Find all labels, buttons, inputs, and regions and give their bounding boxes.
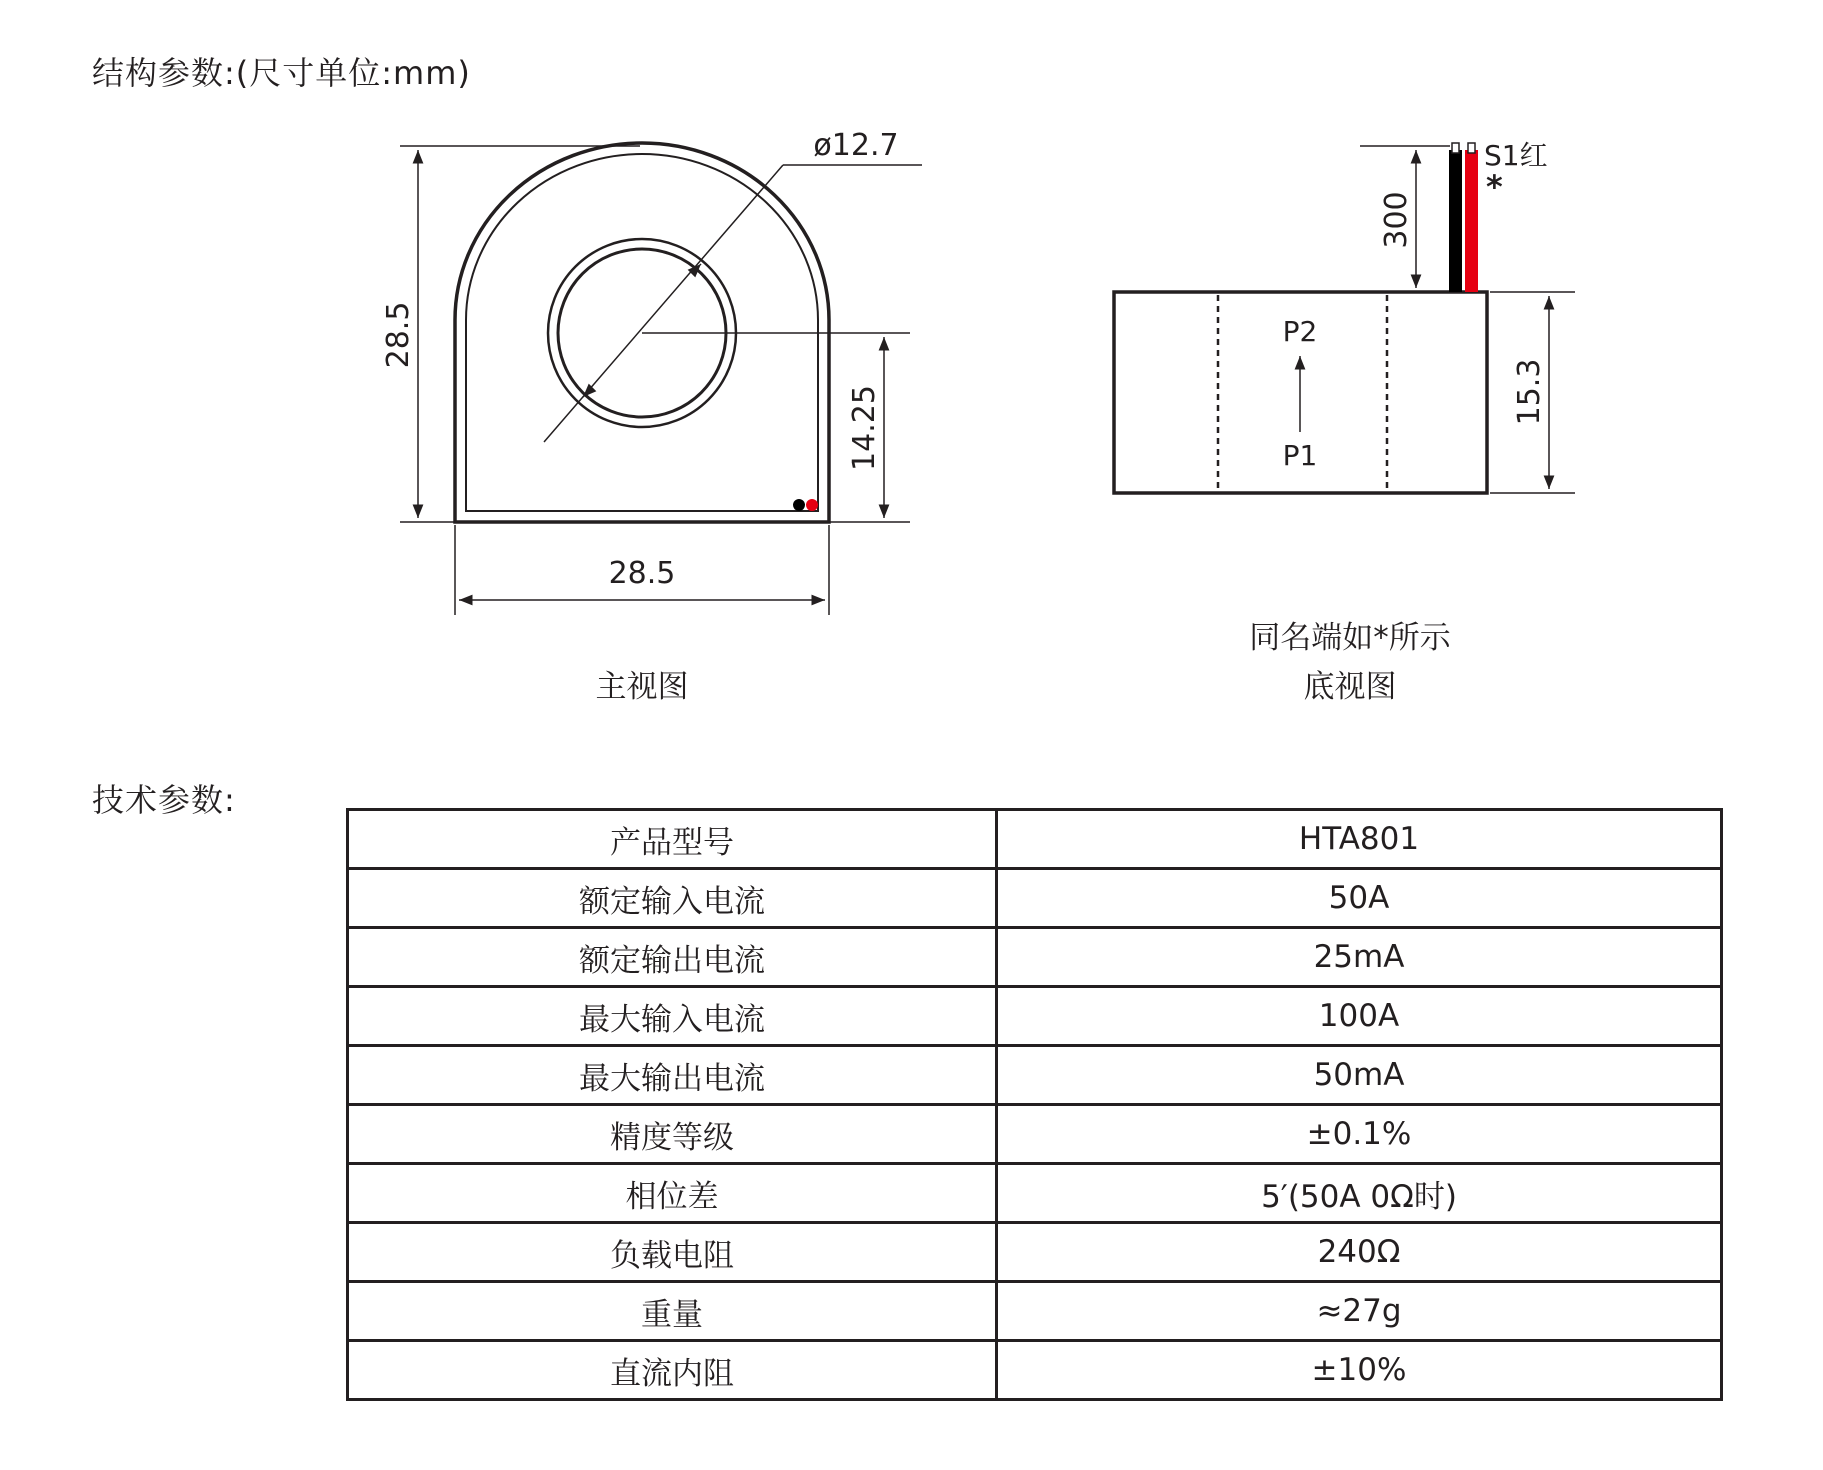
lead-label: S1红 (1484, 139, 1548, 172)
table-row (348, 1223, 1722, 1282)
spec-table (346, 808, 1723, 1401)
table-row (348, 1341, 1722, 1400)
spec-key: 负载电阻 (348, 1223, 997, 1282)
table-row (348, 1046, 1722, 1105)
spec-value: HTA801 (997, 810, 1722, 869)
front-view (400, 143, 922, 615)
table-row (348, 1164, 1722, 1223)
bottom-view (1114, 146, 1575, 493)
spec-key: 额定输入电流 (348, 869, 997, 928)
spec-key: 重量 (348, 1282, 997, 1341)
spec-key: 最大输入电流 (348, 987, 997, 1046)
table-row (348, 810, 1722, 869)
table-row (348, 987, 1722, 1046)
polarity-note: 同名端如*所示 (1249, 620, 1451, 656)
spec-value: 240Ω (997, 1223, 1722, 1282)
spec-key: 产品型号 (348, 810, 997, 869)
spec-key: 直流内阻 (348, 1341, 997, 1400)
spec-value: ±10% (997, 1341, 1722, 1400)
front-view-label: 主视图 (595, 669, 689, 705)
spec-value: 50A (997, 869, 1722, 928)
polarity-mark: * (1486, 168, 1503, 206)
dim-center-height-label: 14.25 (847, 385, 882, 471)
dim-diameter-label: ø12.7 (813, 128, 899, 163)
spec-value: ±0.1% (997, 1105, 1722, 1164)
p2-label: P2 (1282, 315, 1318, 348)
spec-key: 相位差 (348, 1164, 997, 1223)
tech-title: 技术参数: (92, 781, 236, 819)
dim-lead-length-label: 300 (1379, 191, 1414, 249)
black-lead-wire (1449, 150, 1462, 292)
dim-depth-label: 15.3 (1512, 358, 1547, 426)
spec-value: 25mA (997, 928, 1722, 987)
bottom-view-label: 底视图 (1303, 669, 1397, 705)
black-lead-tip (1452, 143, 1459, 153)
dim-height-label: 28.5 (381, 301, 416, 369)
spec-value: ≈27g (997, 1282, 1722, 1341)
spec-value: 5′(50A 0Ω时) (997, 1164, 1722, 1223)
p1-label: P1 (1282, 439, 1318, 472)
spec-key: 额定输出电流 (348, 928, 997, 987)
table-row (348, 1105, 1722, 1164)
table-row (348, 928, 1722, 987)
red-lead-dot (806, 499, 818, 511)
spec-key: 精度等级 (348, 1105, 997, 1164)
red-lead-wire (1465, 150, 1478, 292)
dim-width-label: 28.5 (608, 556, 676, 591)
black-lead-dot (793, 499, 805, 511)
table-row (348, 869, 1722, 928)
spec-value: 50mA (997, 1046, 1722, 1105)
table-row (348, 1282, 1722, 1341)
spec-key: 最大输出电流 (348, 1046, 997, 1105)
spec-value: 100A (997, 987, 1722, 1046)
structure-title: 结构参数:(尺寸单位:mm) (92, 54, 471, 92)
red-lead-tip (1468, 143, 1475, 153)
